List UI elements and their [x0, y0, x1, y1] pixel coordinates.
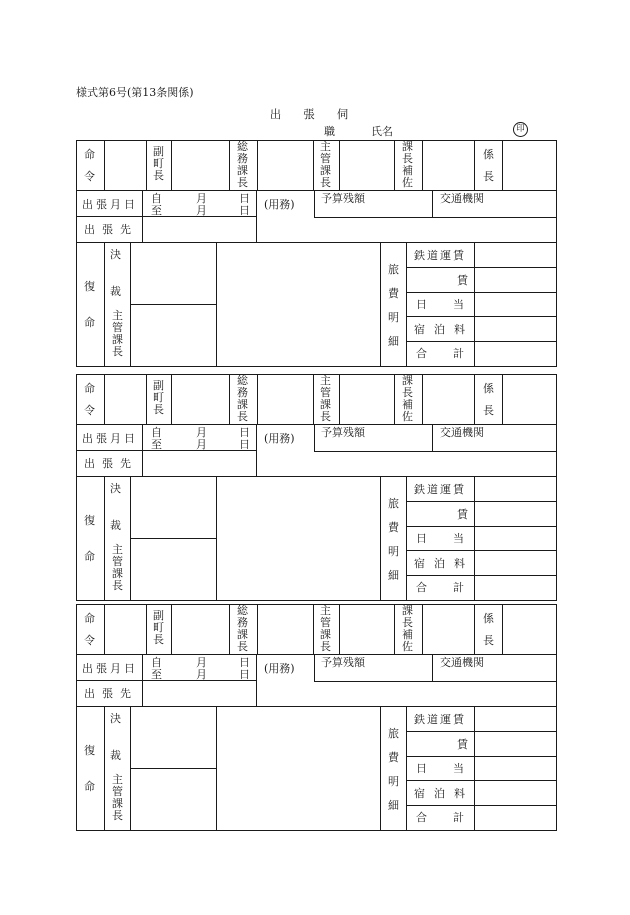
report-label-2: 命	[84, 550, 95, 563]
approver-department-head: 主 管 課 長	[320, 140, 331, 189]
expense-label: 旅 費 明 細	[388, 263, 399, 348]
destination-label: 出張先	[84, 457, 138, 470]
expense-label: 旅 費 明 細	[388, 727, 399, 812]
trip-date-label: 出張月日	[82, 662, 138, 675]
form-code-label: 様式第6号(第13条関係)	[76, 86, 194, 99]
report-label-1: 復	[84, 280, 95, 293]
report-label-1: 復	[84, 514, 95, 527]
budget-label: 予算残額	[321, 656, 365, 669]
approver-label-order-2	[84, 404, 95, 417]
approver-department-head: 主 管 課 長	[320, 604, 331, 653]
approver-general-affairs-head: 総 務 課 長	[237, 374, 248, 423]
approver-deputy-mayor: 副 町 長	[153, 145, 164, 182]
approver-chief-2: 長	[483, 170, 494, 183]
report-label-2: 命	[84, 780, 95, 793]
decision-label-1: 決	[110, 248, 121, 261]
expense-daily-allowance: 日当	[416, 762, 490, 775]
approver-deputy-mayor: 副 町 長	[153, 609, 164, 646]
from-label: 自	[151, 192, 162, 205]
purpose-label: (用務)	[264, 662, 295, 675]
approver-chief-2: 長	[483, 404, 494, 417]
to-month: 月	[196, 204, 207, 217]
to-day: 日	[239, 438, 250, 451]
purpose-label: (用務)	[264, 432, 295, 445]
expense-daily-allowance: 日当	[416, 298, 490, 311]
expense-rail-fare: 鉄道運賃	[414, 713, 466, 726]
approver-assistant-head: 課 長 補 佐	[402, 374, 413, 423]
report-label-1: 復	[84, 744, 95, 757]
approver-label-order-part: 命	[84, 148, 95, 161]
expense-daily-allowance: 日当	[416, 532, 490, 545]
expense-total: 合計	[416, 811, 490, 824]
from-label: 自	[151, 426, 162, 439]
to-month: 月	[196, 438, 207, 451]
approver-label-order	[84, 382, 95, 395]
from-label: 自	[151, 656, 162, 669]
approver-chief-1: 係	[483, 148, 494, 161]
decision-label-1: 決	[110, 482, 121, 495]
expense-lodging: 宿泊料	[414, 557, 474, 570]
approver-assistant-head: 課 長 補 佐	[402, 140, 413, 189]
to-label: 至	[151, 438, 162, 451]
from-month: 月	[196, 192, 207, 205]
to-month: 月	[196, 668, 207, 681]
expense-total: 合計	[416, 581, 490, 594]
seal-icon: 印	[513, 122, 528, 137]
expense-fare: 賃	[457, 738, 468, 751]
report-label-2: 命	[84, 316, 95, 329]
approver-general-affairs-head: 総 務 課 長	[237, 140, 248, 189]
decision-label-2: 裁	[110, 519, 121, 532]
decision-label-1: 決	[110, 712, 121, 725]
approver-assistant-head: 課 長 補 佐	[402, 604, 413, 653]
from-day: 日	[239, 656, 250, 669]
from-day: 日	[239, 192, 250, 205]
approver-chief-1: 係	[483, 382, 494, 395]
to-day: 日	[239, 204, 250, 217]
to-label: 至	[151, 204, 162, 217]
approver-label-order-2	[84, 170, 95, 183]
expense-rail-fare: 鉄道運賃	[414, 483, 466, 496]
to-day: 日	[239, 668, 250, 681]
approver-deputy-mayor: 副 町 長	[153, 379, 164, 416]
destination-label: 出張先	[84, 687, 138, 700]
trip-date-label: 出張月日	[82, 198, 138, 211]
approver-label-order-part-2: 令	[84, 404, 95, 417]
expense-total: 合計	[416, 347, 490, 360]
approver-label-order	[84, 612, 95, 625]
purpose-label: (用務)	[264, 198, 295, 211]
approver-general-affairs-head: 総 務 課 長	[237, 604, 248, 653]
name-label: 氏名	[371, 125, 393, 138]
expense-label: 旅 費 明 細	[388, 497, 399, 582]
from-day: 日	[239, 426, 250, 439]
decision-label-2: 裁	[110, 285, 121, 298]
budget-label: 予算残額	[321, 192, 365, 205]
approver-label-order-2	[84, 634, 95, 647]
approver-label-order	[84, 148, 95, 161]
approver-label-order-part: 命	[84, 612, 95, 625]
approver-chief-2: 長	[483, 634, 494, 647]
budget-label: 予算残額	[321, 426, 365, 439]
expense-fare: 賃	[457, 274, 468, 287]
position-label: 職	[324, 125, 335, 138]
approver-label-order-part-2: 令	[84, 170, 95, 183]
approver-chief-1: 係	[483, 612, 494, 625]
expense-lodging: 宿泊料	[414, 323, 474, 336]
from-month: 月	[196, 426, 207, 439]
transport-label: 交通機関	[440, 192, 484, 205]
manager-label: 主 管 課 長	[112, 309, 123, 358]
approver-label-order-part-2: 令	[84, 634, 95, 647]
expense-fare: 賃	[457, 508, 468, 521]
trip-date-label: 出張月日	[82, 432, 138, 445]
transport-label: 交通機関	[440, 426, 484, 439]
approver-label-order-part: 命	[84, 382, 95, 395]
destination-label: 出張先	[84, 223, 138, 236]
from-month: 月	[196, 656, 207, 669]
decision-label-2: 裁	[110, 749, 121, 762]
document-title: 出張伺	[269, 107, 371, 121]
transport-label: 交通機関	[440, 656, 484, 669]
to-label: 至	[151, 668, 162, 681]
approver-department-head: 主 管 課 長	[320, 374, 331, 423]
expense-rail-fare: 鉄道運賃	[414, 249, 466, 262]
manager-label: 主 管 課 長	[112, 543, 123, 592]
manager-label: 主 管 課 長	[112, 773, 123, 822]
expense-lodging: 宿泊料	[414, 787, 474, 800]
